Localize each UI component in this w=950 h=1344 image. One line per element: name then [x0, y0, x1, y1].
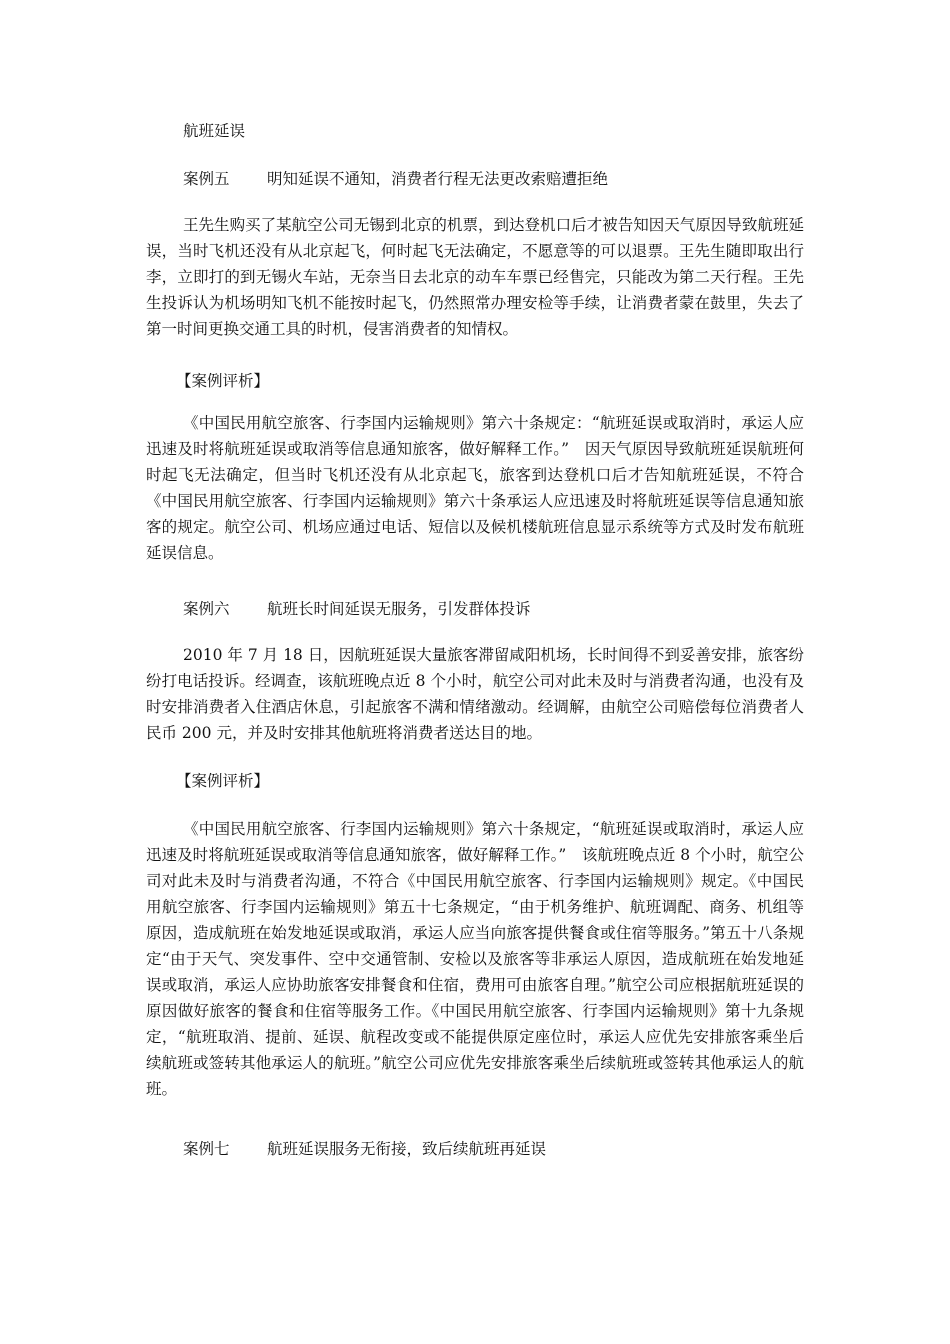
case5-title: 明知延误不通知，消费者行程无法更改索赔遭拒绝	[267, 170, 609, 188]
case6-analysis: 《中国民用航空旅客、行李国内运输规则》第六十条规定，“航班延误或取消时，承运人应迅速及时将航班延误或取消等信息通知旅客，做好解释工作。” 该航班晚点近 8 个小时，航空公司对此未及时与消费者沟通，不符合《中国民用航空旅客、行李国内运输规则》规定。《中国民用航空旅客、行李国内运输规则》第五十七条规定，“由于机务维护、航班调配、商务、机组等原因，造成航班在始发地延误或取消，承运人应当向旅客提供餐食或住宿等服务。”第五十八条规定“由于天气、突发事件、空中交通管制、安检以及旅客等非承运人原因，造成航班在始发地延误或取消，承运人应协助旅客安排餐食和住宿，费用可由旅客自理。”航空公司应根据航班延误的原因做好旅客的餐食和住宿等服务工作。《中国民用航空旅客、行李国内运输规则》第十九条规定，“航班取消、提前、延误、航程改变或不能提供原定座位时，承运人应优先安排旅客乘坐后续航班或签转其他承运人的航班。”航空公司应优先安排旅客乘坐后续航班或签转其他承运人的航班。	[146, 820, 804, 1098]
case7-label: 案例七	[183, 1140, 230, 1158]
case5-analysis: 《中国民用航空旅客、行李国内运输规则》第六十条规定：“航班延误或取消时，承运人应迅速及时将航班延误或取消等信息通知旅客，做好解释工作。” 因天气原因导致航班延误航班何时起飞无法确定，但当时飞机还没有从北京起飞，旅客到达登机口后才告知航班延误，不符合《中国民用航空旅客、行李国内运输规则》第六十条承运人应迅速及时将航班延误等信息通知旅客的规定。航空公司、机场应通过电话、短信以及候机楼航班信息显示系统等方式及时发布航班延误信息。	[146, 414, 804, 562]
case7-title: 航班延误服务无衔接，致后续航班再延误	[267, 1140, 547, 1158]
case6-body: 2010 年 7 月 18 日，因航班延误大量旅客滞留咸阳机场，长时间得不到妥善安排，旅客纷纷打电话投诉。经调查，该航班晚点近 8 个小时，航空公司对此未及时与消费者沟通，也没有及时安排消费者入住酒店休息，引起旅客不满和情绪激动。经调解，由航空公司赔偿每位消费者人民币 200 元，并及时安排其他航班将消费者送达目的地。	[146, 646, 804, 742]
case6-title: 航班长时间延误无服务，引发群体投诉	[267, 600, 531, 618]
case5-analysis-label: 【案例评析】	[176, 372, 270, 390]
case6-analysis-label: 【案例评析】	[176, 772, 270, 790]
case5-label: 案例五	[183, 170, 230, 188]
case5-body: 王先生购买了某航空公司无锡到北京的机票，到达登机口后才被告知因天气原因导致航班延误，当时飞机还没有从北京起飞，何时起飞无法确定，不愿意等的可以退票。王先生随即取出行李，立即打的到无锡火车站，无奈当日去北京的动车车票已经售完，只能改为第二天行程。王先生投诉认为机场明知飞机不能按时起飞，仍然照常办理安检等手续，让消费者蒙在鼓里，失去了第一时间更换交通工具的时机，侵害消费者的知情权。	[146, 216, 804, 338]
case7-heading	[183, 1136, 546, 1162]
case5-heading	[183, 166, 608, 192]
section-title: 航班延误	[183, 122, 246, 140]
case6-label: 案例六	[183, 600, 230, 618]
case6-heading	[183, 596, 531, 622]
